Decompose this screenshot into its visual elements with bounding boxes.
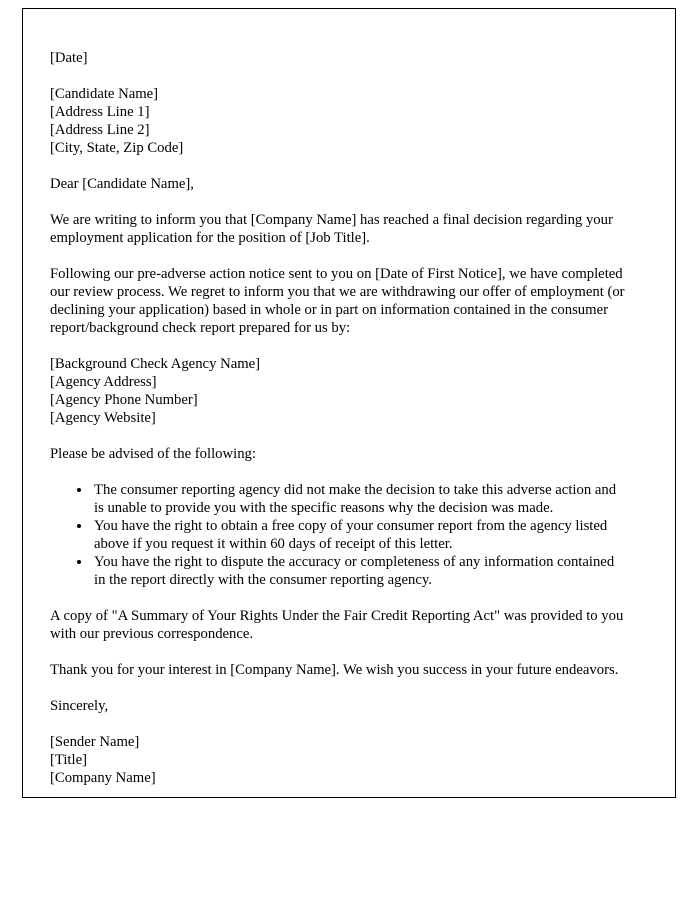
agency-info-block bbox=[50, 355, 629, 427]
closing: Sincerely, bbox=[50, 698, 109, 714]
bullet-free-report: • You have the right to obtain a free copy of your consumer report from the agency listed above if you request it within 60 days of receipt of this letter. bbox=[92, 517, 629, 553]
agency-address-line: [Agency Address] bbox=[50, 374, 157, 390]
bullet-dispute-right: • You have the right to dispute the accuracy or completeness of any information contained in the report directly with the consumer reporting agency. bbox=[92, 553, 629, 589]
recipient-city-state-zip-line: [City, State, Zip Code] bbox=[50, 140, 184, 156]
advisory-intro: Please be advised of the following: bbox=[50, 446, 256, 462]
recipient-address-line-1: [Address Line 1] bbox=[50, 104, 150, 120]
bullet-agency-no-decision: • The consumer reporting agency did not make the decision to take this adverse action and is unable to provide you with the specific reasons why the decision was made. bbox=[92, 481, 629, 517]
paragraph-rights-summary: A copy of "A Summary of Your Rights Under the Fair Credit Reporting Act" was provided to you with our previous correspondence. bbox=[50, 608, 624, 642]
agency-phone-line: [Agency Phone Number] bbox=[50, 392, 198, 408]
date-line: [Date] bbox=[50, 50, 88, 66]
sender-title-line: [Title] bbox=[50, 752, 87, 768]
letter-page bbox=[22, 8, 676, 798]
salutation: Dear [Candidate Name], bbox=[50, 176, 194, 192]
agency-website-line: [Agency Website] bbox=[50, 410, 156, 426]
rights-bullet-list bbox=[50, 481, 629, 589]
paragraph-decision: We are writing to inform you that [Company Name] has reached a final decision regarding your employment application for the position of [Job Title]. bbox=[50, 212, 613, 246]
recipient-name-line: [Candidate Name] bbox=[50, 86, 159, 102]
signature-block bbox=[50, 733, 629, 787]
recipient-address-line-2: [Address Line 2] bbox=[50, 122, 150, 138]
letter-body bbox=[50, 49, 629, 787]
sender-company-line: [Company Name] bbox=[50, 770, 156, 786]
paragraph-withdrawal: Following our pre-adverse action notice sent to you on [Date of First Notice], we have completed our review process. We regret to inform you that we are withdrawing our offer of employment (or declining your application) based in whole or in part on information contained in the consumer report/background check report prepared for us by: bbox=[50, 266, 625, 336]
recipient-address-block bbox=[50, 85, 629, 157]
sender-name-line: [Sender Name] bbox=[50, 734, 140, 750]
agency-name-line: [Background Check Agency Name] bbox=[50, 356, 261, 372]
paragraph-thanks: Thank you for your interest in [Company Name]. We wish you success in your future endeavors. bbox=[50, 662, 619, 678]
